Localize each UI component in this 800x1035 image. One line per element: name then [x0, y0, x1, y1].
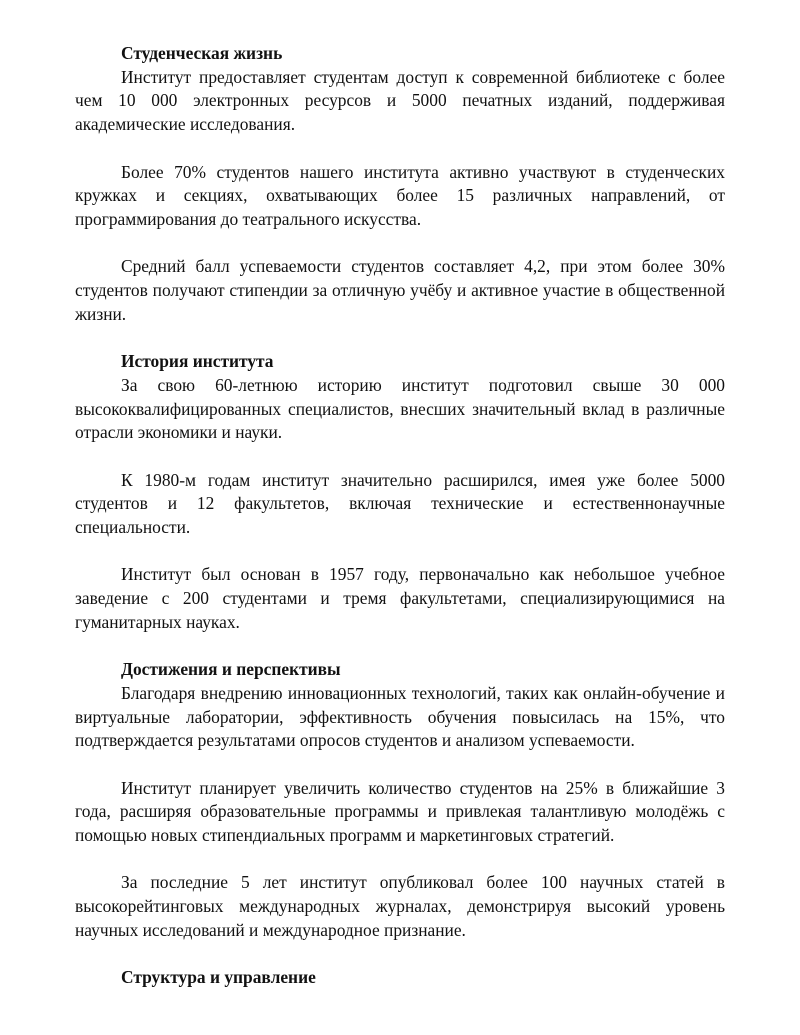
section-heading-achievements: Достижения и перспективы [121, 659, 341, 680]
paragraph-innovation: Благодаря внедрению инновационных технологий, таких как онлайн-обучение и виртуальные лаборатории, эффективность обучения повысилась на 15%, что подтверждается результатами опросов студентов и анализом успеваемости. [75, 682, 725, 751]
paragraph-gap [75, 445, 725, 469]
paragraph-gap [75, 848, 725, 872]
section-heading-structure: Структура и управление [121, 967, 316, 988]
section-gap [75, 326, 725, 350]
section-gap [75, 943, 725, 967]
paragraph-clubs: Более 70% студентов нашего института активно участвуют в студенческих кружках и секциях, охватывающих более 15 различных направлений, от программирования до театрального искусства. [75, 161, 725, 229]
paragraph-gap [75, 137, 725, 161]
paragraph-gap [75, 753, 725, 777]
paragraph-gap [75, 540, 725, 564]
paragraph-grades: Средний балл успеваемости студентов составляет 4,2, при этом более 30% студентов получают стипендии за отличную учёбу и активное участие в общественной жизни. [75, 256, 725, 324]
section-heading-history: История института [121, 351, 274, 372]
paragraph-graduates: За свою 60-летнюю историю институт подготовил свыше 30 000 высококвалифицированных специалистов, внесших значительный вклад в различные отрасли экономики и науки. [75, 374, 725, 443]
section-heading-student-life: Студенческая жизнь [121, 43, 283, 63]
paragraph-growth-plans: Институт планирует увеличить количество студентов на 25% в ближайшие 3 года, расширяя образовательные программы и привлекая талантливую молодёжь с помощью новых стипендиальных программ и маркетинговых стратегий. [75, 777, 725, 846]
paragraph-gap [75, 232, 725, 256]
section-gap [75, 635, 725, 659]
paragraph-founding: Институт был основан в 1957 году, первоначально как небольшое учебное заведение с 200 студентами и тремя факультетами, специализирующимися на гуманитарных науках. [75, 564, 725, 632]
paragraph-library: Институт предоставляет студентам доступ к современной библиотеке с более чем 10 000 электронных ресурсов и 5000 печатных изданий, поддерживая академические исследования. [75, 66, 725, 135]
paragraph-expansion: К 1980-м годам институт значительно расширился, имея уже более 5000 студентов и 12 факультетов, включая технические и естественнонаучные специальности. [75, 469, 725, 537]
document-page [75, 42, 725, 990]
paragraph-publications: За последние 5 лет институт опубликовал более 100 научных статей в высокорейтинговых международных журналах, демонстрируя высокий уровень научных исследований и международное признание. [75, 872, 725, 940]
